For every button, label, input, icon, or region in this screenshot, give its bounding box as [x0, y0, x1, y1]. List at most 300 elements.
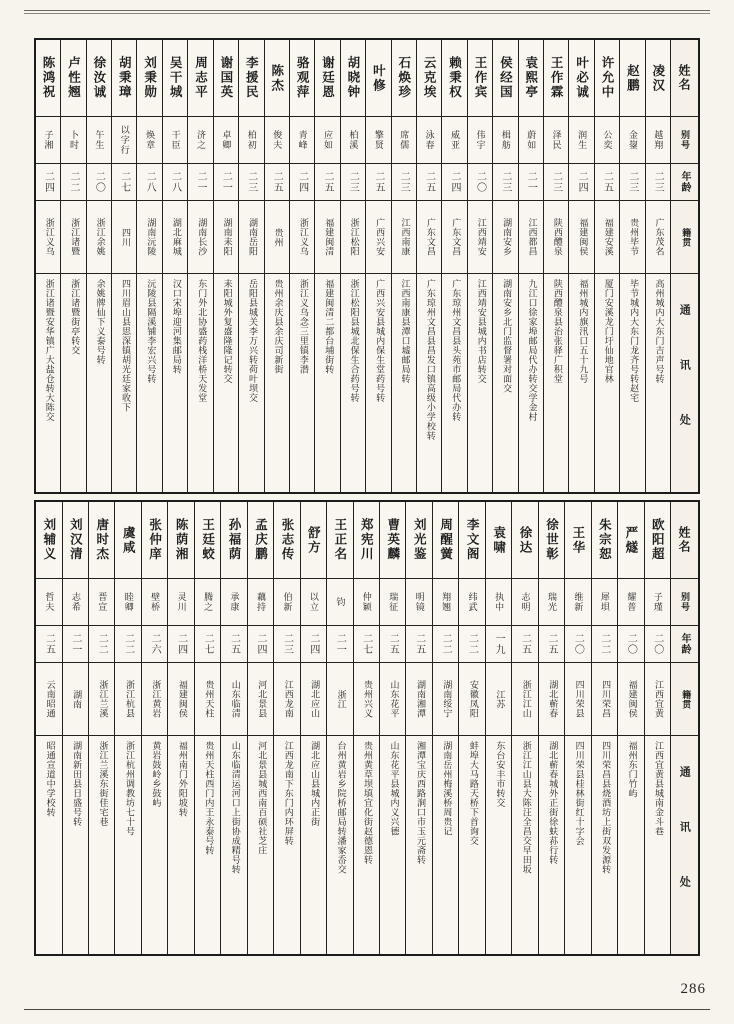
- person-column: [111, 40, 136, 492]
- person-address: 福州城内旗汛口五十九号: [577, 279, 588, 384]
- person-column: [518, 40, 543, 492]
- person-column: [36, 40, 60, 492]
- row-header-age: 年龄: [671, 626, 698, 663]
- person-age: 二二: [592, 626, 617, 663]
- person-column: [543, 40, 568, 492]
- person-alias: 威亚: [442, 117, 466, 164]
- person-age: 二二: [459, 626, 484, 663]
- row-header-age: 年龄: [671, 164, 698, 201]
- person-age: 二二: [433, 626, 458, 663]
- person-column: [353, 502, 379, 954]
- person-name: 王廷蛟: [195, 502, 220, 579]
- person-name: 刘辅义: [36, 502, 61, 579]
- person-native: 河北景县: [248, 663, 273, 736]
- person-address: 四川眉山县思深镇胡光廷家收下: [120, 279, 131, 412]
- person-name: 骆观萍: [290, 40, 314, 117]
- person-native: 广东文昌: [442, 201, 466, 274]
- person-name: 胡晓钟: [341, 40, 365, 117]
- person-address: 耒阳城外复盛隆隆记转交: [221, 279, 232, 384]
- person-name: 刘光鉴: [406, 502, 431, 579]
- person-alias: 干臣: [163, 117, 187, 164]
- person-column: [591, 502, 617, 954]
- page-top-rule-inner: [24, 13, 710, 14]
- person-native: 浙江义乌: [36, 201, 60, 274]
- person-column: [467, 40, 492, 492]
- person-native: 浙江黄岩: [142, 663, 167, 736]
- person-column: [644, 502, 670, 954]
- person-native: 浙江江山: [512, 663, 537, 736]
- person-alias: 维新: [565, 579, 590, 626]
- person-native: 安徽凤阳: [459, 663, 484, 736]
- person-native: 湖南绥宁: [433, 663, 458, 736]
- person-native: 江西靖安: [468, 201, 492, 274]
- person-alias: 壁桥: [142, 579, 167, 626]
- person-alias: 瑞征: [380, 579, 405, 626]
- person-age: 二〇: [618, 626, 643, 663]
- person-name: 石焕珍: [392, 40, 416, 117]
- person-alias: 午生: [87, 117, 111, 164]
- person-name: 张仲庠: [142, 502, 167, 579]
- person-name: 陈杰: [265, 40, 289, 117]
- person-address: 湘潭宝庆西路涧口市玉元斋转: [414, 741, 425, 865]
- person-age: 二三: [646, 164, 670, 201]
- person-column: [300, 502, 326, 954]
- person-column: [379, 502, 405, 954]
- person-alias: 公奕: [595, 117, 619, 164]
- person-age: 二四: [569, 164, 593, 201]
- person-address: 高州城内大东门吉声号转: [653, 279, 664, 384]
- person-name: 陈荫湘: [168, 502, 193, 579]
- person-native: 浙江松阳: [341, 201, 365, 274]
- person-age: 二三: [274, 626, 299, 663]
- person-address: 四川荣县桂林街红十字会: [573, 741, 584, 846]
- row-header-address: 通讯处: [678, 304, 692, 469]
- person-name: 唐时杰: [89, 502, 114, 579]
- row-header-address: 通讯处: [678, 766, 692, 931]
- person-age: 二五: [512, 626, 537, 663]
- person-alias: 执中: [486, 579, 511, 626]
- person-address: 浙江诸暨安华镇广大盐仓转大陈交: [43, 279, 54, 422]
- person-alias: 犀垻: [592, 579, 617, 626]
- person-column: [326, 502, 352, 954]
- person-address: 蚌埠大马路天桥下首询交: [467, 741, 478, 846]
- person-name: 朱宗恕: [592, 502, 617, 579]
- person-column: [264, 40, 289, 492]
- person-age: 二三: [493, 164, 517, 201]
- person-alias: 柏初: [239, 117, 263, 164]
- person-column: [36, 502, 61, 954]
- person-name: 许允中: [595, 40, 619, 117]
- person-address: 湖北应山县城内正街: [309, 741, 320, 827]
- person-age: 二三: [620, 164, 644, 201]
- person-address: 东门外北协盛药栈洋桥天发堂: [196, 279, 207, 403]
- page-number: 286: [680, 981, 706, 997]
- person-column: [645, 40, 670, 492]
- person-alias: 以字行: [112, 117, 136, 164]
- person-address: 浙江兰溪东街佳宅巷: [97, 741, 108, 827]
- person-name: 赵鹏: [620, 40, 644, 117]
- person-native: 山东临清: [221, 663, 246, 736]
- person-age: 二六: [142, 626, 167, 663]
- person-native: 浙江义乌: [290, 201, 314, 274]
- person-age: 二二: [115, 626, 140, 663]
- person-age: 二八: [163, 164, 187, 201]
- person-native: 湖北蕲春: [539, 663, 564, 736]
- person-column: [86, 40, 111, 492]
- person-native: 贵州毕节: [620, 201, 644, 274]
- person-native: 湖南湘潭: [406, 663, 431, 736]
- person-alias: 志希: [63, 579, 88, 626]
- person-age: 二四: [36, 164, 60, 201]
- person-address: 沅陵县隔溪铺李宏兴号转: [145, 279, 156, 384]
- person-address: 河北景县城西南百硕社芝庄: [256, 741, 267, 855]
- row-header-name: 姓名: [671, 40, 698, 117]
- person-alias: 仲颖: [354, 579, 379, 626]
- person-alias: 纬武: [459, 579, 484, 626]
- person-age: 二一: [327, 626, 352, 663]
- person-alias: 子湘: [36, 117, 60, 164]
- person-alias: 承康: [221, 579, 246, 626]
- person-column: [594, 40, 619, 492]
- person-alias: 俊夫: [265, 117, 289, 164]
- person-address: 江西靖安县城内书店转交: [475, 279, 486, 384]
- person-name: 袁熙亭: [519, 40, 543, 117]
- person-column: [617, 502, 643, 954]
- person-alias: 腾之: [195, 579, 220, 626]
- person-address: 湖南岳州梅溪桥周贵记: [441, 741, 452, 836]
- person-column: [511, 502, 537, 954]
- person-address: 岳阳县城关李万兴转荷叶坝交: [247, 279, 258, 403]
- person-address: 湖南安乡北门监督署对面交: [501, 279, 512, 393]
- person-column: [416, 40, 441, 492]
- person-name: 叶必诚: [569, 40, 593, 117]
- person-native: 福建安溪: [595, 201, 619, 274]
- person-name: 孟庆鹏: [248, 502, 273, 579]
- person-name: 云克埃: [417, 40, 441, 117]
- person-native: 四川荣县: [565, 663, 590, 736]
- person-name: 王作霖: [544, 40, 568, 117]
- person-native: 湖南: [63, 663, 88, 736]
- person-alias: 柏溪: [341, 117, 365, 164]
- person-column: [619, 40, 644, 492]
- person-column: [391, 40, 416, 492]
- person-address: 福州南门外阳坡转: [176, 741, 187, 817]
- person-name: 虞咸: [115, 502, 140, 579]
- person-native: 江西南康: [392, 201, 416, 274]
- person-name: 刘汉清: [63, 502, 88, 579]
- person-native: 浙江杭县: [115, 663, 140, 736]
- person-name: 严燧: [618, 502, 643, 579]
- person-native: 浙江诸暨: [61, 201, 85, 274]
- person-native: 广东文昌: [417, 201, 441, 274]
- person-column: [141, 502, 167, 954]
- person-native: 山东花平: [380, 663, 405, 736]
- person-native: 湖南沅陵: [137, 201, 161, 274]
- person-address: 贵州黄草坝填宜化街赵德恩转: [362, 741, 373, 865]
- person-age: 二〇: [468, 164, 492, 201]
- person-native: 福建闽侯: [618, 663, 643, 736]
- person-alias: 泽民: [544, 117, 568, 164]
- person-address: 四川荣昌县烧酒坊上街双发源转: [600, 741, 611, 874]
- person-address: 贵州余庆县余庆司新街: [272, 279, 283, 374]
- person-native: 江西都昌: [519, 201, 543, 274]
- person-column: [432, 502, 458, 954]
- person-name: 王华: [565, 502, 590, 579]
- person-age: 二五: [221, 626, 246, 663]
- person-address: 浙江义乌念三里镇李潜: [297, 279, 308, 374]
- person-alias: 卜时: [61, 117, 85, 164]
- person-name: 袁啸: [486, 502, 511, 579]
- person-name: 王作宾: [468, 40, 492, 117]
- person-native: 浙江余姚: [87, 201, 111, 274]
- person-age: 二一: [214, 164, 238, 201]
- person-column: [568, 40, 593, 492]
- person-column: [114, 502, 140, 954]
- person-native: 浙江兰溪: [89, 663, 114, 736]
- person-alias: 灵川: [168, 579, 193, 626]
- person-age: 二五: [315, 164, 339, 201]
- person-age: 二五: [406, 626, 431, 663]
- page-top-rule: [24, 10, 710, 11]
- person-column: [492, 40, 517, 492]
- person-address: 黄岩鼓岭乡鼓屿: [150, 741, 161, 808]
- person-age: 一九: [486, 626, 511, 663]
- person-name: 郑宪川: [354, 502, 379, 579]
- person-alias: 擎贤: [366, 117, 390, 164]
- person-age: 二三: [544, 164, 568, 201]
- person-native: 湖南岳阳: [239, 201, 263, 274]
- person-address: 江西宜黄县城南金斗巷: [653, 741, 664, 836]
- person-age: 二一: [519, 164, 543, 201]
- person-native: 湖南安乡: [493, 201, 517, 274]
- person-alias: 席儒: [392, 117, 416, 164]
- person-column: [289, 40, 314, 492]
- person-name: 徐汝诚: [87, 40, 111, 117]
- person-age: 二一: [188, 164, 212, 201]
- person-name: 卢性翘: [61, 40, 85, 117]
- person-address: 厦门安溪龙门圩仙地官林: [602, 279, 613, 384]
- person-alias: 翔翘: [433, 579, 458, 626]
- person-address: 九江口徐家埠邮局代办转交学金村: [526, 279, 537, 422]
- person-alias: 焕章: [137, 117, 161, 164]
- person-name: 凌汉: [646, 40, 670, 117]
- person-alias: 润生: [569, 117, 593, 164]
- person-name: 欧阳超: [645, 502, 670, 579]
- person-address: 福建闽清二都台埔街转: [323, 279, 334, 374]
- person-age: 二四: [442, 164, 466, 201]
- person-alias: 耀普: [618, 579, 643, 626]
- person-alias: 子瑾: [645, 579, 670, 626]
- person-column: [405, 502, 431, 954]
- directory-table-upper: [34, 38, 700, 494]
- person-address: 汉口宋埠迎河集邮局转: [170, 279, 181, 374]
- person-name: 舒方: [301, 502, 326, 579]
- person-address: 余姚牌仙下义泰号转: [94, 279, 105, 365]
- person-address: 陕西醴泉县治张驿广积堂: [551, 279, 562, 384]
- person-native: 湖南耒阳: [214, 201, 238, 274]
- person-age: 二一: [63, 626, 88, 663]
- person-name: 李援民: [239, 40, 263, 117]
- person-age: 二二: [89, 626, 114, 663]
- person-column: [538, 502, 564, 954]
- row-header-column: [670, 502, 698, 954]
- person-alias: 志明: [512, 579, 537, 626]
- person-age: 二三: [341, 164, 365, 201]
- person-address: 昭通宣道中学校转: [44, 741, 55, 817]
- person-age: 二八: [137, 164, 161, 201]
- person-alias: 瑞光: [539, 579, 564, 626]
- person-alias: 青峰: [290, 117, 314, 164]
- person-address: 东台安丰市转交: [494, 741, 505, 808]
- person-address: 湖北蕲春城外正街徐蚨荪行转: [547, 741, 558, 865]
- person-name: 王正名: [327, 502, 352, 579]
- person-age: 二三: [392, 164, 416, 201]
- person-column: [213, 40, 238, 492]
- person-column: [314, 40, 339, 492]
- person-address: 浙江松阳县城北保生合药号转: [348, 279, 359, 403]
- person-column: [564, 502, 590, 954]
- person-native: 广西兴安: [366, 201, 390, 274]
- person-alias: 伯新: [274, 579, 299, 626]
- person-address: 广东琼州文昌县头苑市邮局代办转: [450, 279, 461, 422]
- person-native: 江西龙南: [274, 663, 299, 736]
- person-name: 孙福荫: [221, 502, 246, 579]
- person-age: 二四: [248, 626, 273, 663]
- person-age: 二五: [539, 626, 564, 663]
- person-age: 二四: [290, 164, 314, 201]
- person-address: 贵州天柱西门内王永泰号转: [203, 741, 214, 855]
- person-native: 四川荣昌: [592, 663, 617, 736]
- person-column: [62, 502, 88, 954]
- person-age: 二〇: [565, 626, 590, 663]
- person-address: 山东临清运河口上街协成精号转: [229, 741, 240, 874]
- person-age: 二五: [380, 626, 405, 663]
- person-alias: 以立: [301, 579, 326, 626]
- person-native: 贵州天柱: [195, 663, 220, 736]
- person-name: 徐世彰: [539, 502, 564, 579]
- person-column: [194, 502, 220, 954]
- person-address: 台州黄岩乡院桥邮局转潘家岙交: [335, 741, 346, 874]
- person-name: 曹英麟: [380, 502, 405, 579]
- person-column: [187, 40, 212, 492]
- person-address: 广西兴安县城内保生堂药号转: [374, 279, 385, 403]
- person-alias: 楫舫: [493, 117, 517, 164]
- person-address: 江西龙南下东门内环屏转: [282, 741, 293, 846]
- person-name: 叶修: [366, 40, 390, 117]
- person-alias: 蔚如: [519, 117, 543, 164]
- person-age: 二三: [239, 164, 263, 201]
- person-age: 二七: [354, 626, 379, 663]
- row-header-name: 姓名: [671, 502, 698, 579]
- page-bottom-rule: [24, 1009, 710, 1010]
- person-alias: 晋宣: [89, 579, 114, 626]
- person-alias: 哲夫: [36, 579, 61, 626]
- person-age: 二〇: [645, 626, 670, 663]
- person-address: 毕节城内大东门龙齐号转赵宅: [628, 279, 639, 403]
- person-column: [273, 502, 299, 954]
- person-native: 福建闽侯: [569, 201, 593, 274]
- person-column: [88, 502, 114, 954]
- person-name: 徐达: [512, 502, 537, 579]
- person-column: [136, 40, 161, 492]
- person-address: 江西南康县潭口墟邮局转: [399, 279, 410, 384]
- person-native: 福建闽清: [315, 201, 339, 274]
- person-age: 二五: [36, 626, 61, 663]
- person-native: 云南昭通: [36, 663, 61, 736]
- person-native: 贵州: [265, 201, 289, 274]
- person-alias: 钧: [327, 579, 352, 626]
- person-alias: 越翔: [646, 117, 670, 164]
- person-alias: 卓卿: [214, 117, 238, 164]
- person-column: [162, 40, 187, 492]
- person-native: 湖北应山: [301, 663, 326, 736]
- person-age: 二五: [417, 164, 441, 201]
- person-column: [238, 40, 263, 492]
- person-name: 赖秉权: [442, 40, 466, 117]
- person-alias: 济之: [188, 117, 212, 164]
- person-column: [458, 502, 484, 954]
- person-name: 谢国英: [214, 40, 238, 117]
- person-name: 周志平: [188, 40, 212, 117]
- person-native: 江西宜黄: [645, 663, 670, 736]
- person-address: 广东琼州文昌县昌发口镇高级小学校转: [424, 279, 435, 441]
- row-header-alias: 别号: [671, 579, 698, 626]
- person-age: 二七: [112, 164, 136, 201]
- person-native: 贵州兴义: [354, 663, 379, 736]
- person-alias: 伟宇: [468, 117, 492, 164]
- person-alias: 泳春: [417, 117, 441, 164]
- person-native: 四川: [112, 201, 136, 274]
- person-name: 吴干城: [163, 40, 187, 117]
- row-header-alias: 别号: [671, 117, 698, 164]
- person-address: 湖南新田县日盛号转: [71, 741, 82, 827]
- person-age: 二五: [366, 164, 390, 201]
- person-name: 周醒黉: [433, 502, 458, 579]
- person-alias: 睦卿: [115, 579, 140, 626]
- person-name: 李文阁: [459, 502, 484, 579]
- person-address: 浙江杭州调教坊七十号: [123, 741, 134, 836]
- person-native: 湖北麻城: [163, 201, 187, 274]
- person-address: 福州东门竹屿: [626, 741, 637, 798]
- person-name: 侯经国: [493, 40, 517, 117]
- person-address: 山东花平县城内义兴德: [388, 741, 399, 836]
- person-native: 陕西醴泉: [544, 201, 568, 274]
- person-age: 二五: [595, 164, 619, 201]
- person-name: 张志传: [274, 502, 299, 579]
- person-address: 浙江诸暨街亭转交: [69, 279, 80, 355]
- person-native: 福建闽侯: [168, 663, 193, 736]
- person-column: [167, 502, 193, 954]
- person-name: 陈鸿祝: [36, 40, 60, 117]
- person-name: 胡秉璋: [112, 40, 136, 117]
- person-column: [485, 502, 511, 954]
- person-age: 二四: [301, 626, 326, 663]
- person-column: [220, 502, 246, 954]
- person-age: 二二: [61, 164, 85, 201]
- person-column: [247, 502, 273, 954]
- person-alias: 应如: [315, 117, 339, 164]
- person-name: 谢廷恩: [315, 40, 339, 117]
- person-native: 广东茂名: [646, 201, 670, 274]
- directory-table-lower: [34, 500, 700, 956]
- person-age: 二〇: [87, 164, 111, 201]
- row-header-native: 籍贯: [671, 663, 698, 736]
- person-address: 浙江江山县大陈汪全昌交早田坂: [520, 741, 531, 874]
- person-alias: 藕持: [248, 579, 273, 626]
- person-column: [365, 40, 390, 492]
- person-native: 浙江: [327, 663, 352, 736]
- person-column: [340, 40, 365, 492]
